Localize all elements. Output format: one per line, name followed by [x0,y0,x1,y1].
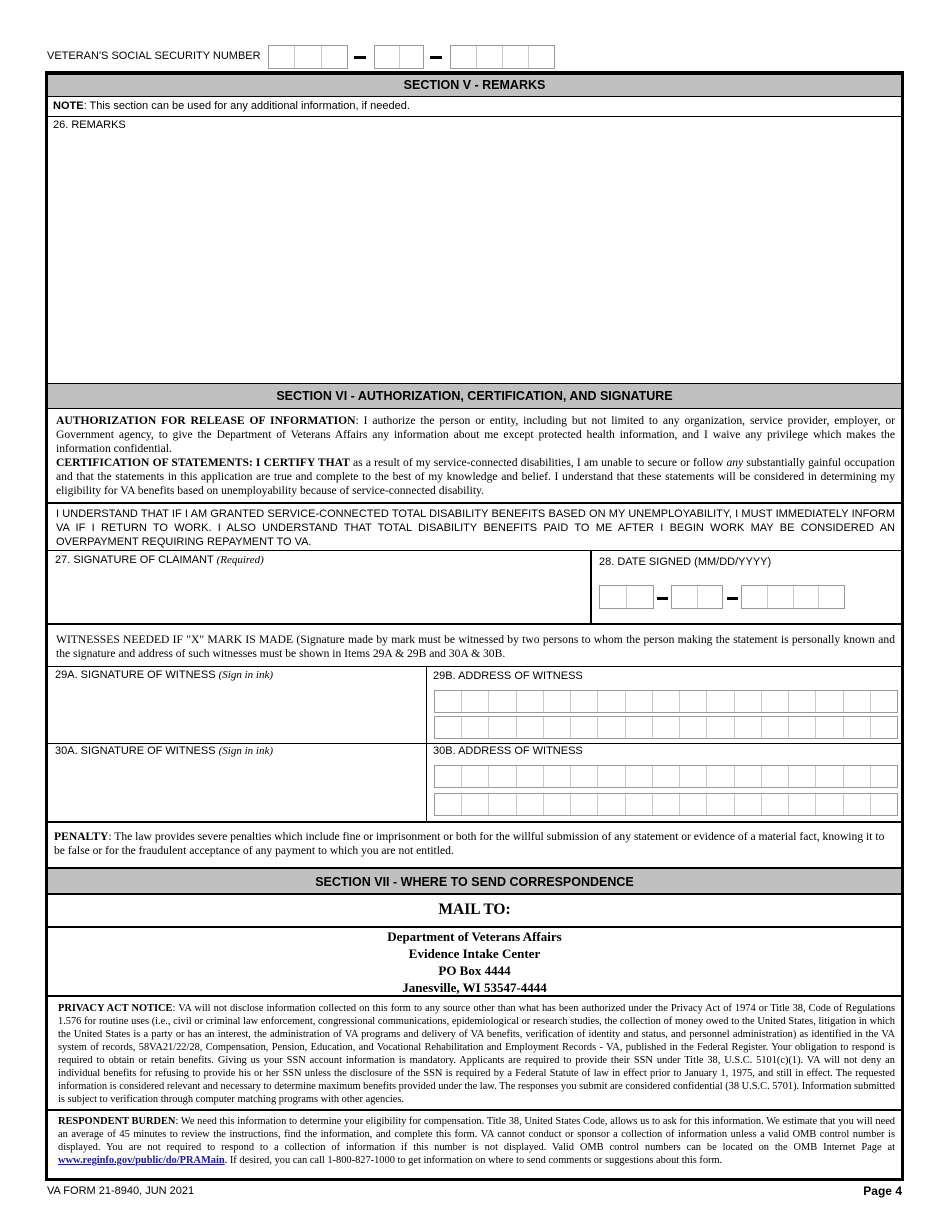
note-bold: NOTE [53,100,84,112]
witness-29b-label: 29B. ADDRESS OF WITNESS [433,670,583,682]
note-text: : This section can be used for any additional information, if needed. [83,100,410,112]
form-id: VA FORM 21-8940, JUN 2021 [47,1185,195,1197]
certification-bold: CERTIFICATION OF STATEMENTS: I CERTIFY THAT [56,456,350,469]
signature-claimant-label [55,554,264,566]
section-6-header [48,383,901,409]
witness-29b-address-row-1[interactable] [434,690,898,713]
signature-claimant-field[interactable] [54,570,584,620]
witness-30a-note: (Sign in ink) [218,745,273,757]
address-line-4: Janesville, WI 53547-4444 [402,980,547,995]
divider [48,1109,901,1111]
divider [48,666,901,667]
witness-30a-label-text: 30A. SIGNATURE OF WITNESS [55,745,219,757]
divider [48,743,901,744]
certification-text: as a result of my service-connected disabilities, I am unable to secure or follow [349,456,727,469]
witness-29a-label [55,669,273,681]
remarks-label: 26. REMARKS [53,119,126,131]
witness-30a-label [55,745,273,757]
address-line-1: Department of Veterans Affairs [387,929,562,944]
ssn-dash [354,56,366,59]
ssn-label: VETERAN'S SOCIAL SECURITY NUMBER [47,50,261,62]
penalty-paragraph [54,830,895,858]
divider [48,821,901,823]
burden-text: : We need this information to determine your eligibility for compensation. Title 38, United States Code, allows us to ask for this information. We estimate that you will need an average of 45 minutes to review the instructions, find the information, and complete this form. VA cannot conduct or sponsor a collection of information unless a valid OMB control number is displayed. You are not required to respond to a collection of information if this number is not displayed. Valid OMB control numbers can be located on the OMB Internet Page at [58,1116,895,1153]
section-5-note [53,100,410,112]
penalty-bold: PENALTY [54,830,109,843]
witness-30a-signature-field[interactable] [54,762,422,818]
address-line-3: PO Box 4444 [438,963,511,978]
certification-text-2: substantially gainful occupation and that the statements in this application are true and complete to the best of my knowledge and belief. I understand that these statements will be considered in determining my eligibility for VA benefits based on unemployability because of service-connected disability. [56,456,895,497]
divider [48,502,901,504]
privacy-act-notice [58,1002,895,1106]
section-6-title: SECTION VI - AUTHORIZATION, CERTIFICATION, AND SIGNATURE [276,389,673,403]
certification-italic: any [726,456,744,469]
remarks-input[interactable] [52,133,901,385]
witness-29a-signature-field[interactable] [54,686,422,740]
witness-30b-address-row-1[interactable] [434,765,898,788]
divider [48,550,901,551]
divider [48,995,901,997]
ssn-part3-input[interactable] [450,45,555,69]
privacy-text: : VA will not disclose information collected on this form to any source other than what has been authorized under the Privacy Act of 1974 or Title 38, Code of Regulations 1.576 for routine uses (i.e., civil or criminal law enforcement, congressional communications, epidemiological or research studies, the collection of money owed to the United States, litigation in which the United States is a party or has an interest, the administration of VA programs and delivery of VA benefits, verification of identity and status, and personnel administration) as identified in the VA system of records, 58VA21/22/28, Compensation, Pension, Education, and Vocational Rehabilitation and Employment Records - VA, published in the Federal Register. Your obligation to respond is required to obtain or retain benefits. Giving us your SSN account information is mandatory. Applicants are required to provide their SSN under Title 38, U.S.C. 5101(c)(1). VA will not deny an individual benefits for refusing to provide his or her SSN unless the disclosure of the SSN is required by a Federal Statute of law in effect prior to January 1, 1975, and still in effect. The requested information is considered relevant and necessary to determine maximum benefits provided under the law. The responses you submit are considered confidential (38 U.S.C. 5701). Information submitted is subject to verification through computer matching programs with other agencies. [58,1003,895,1105]
authorization-bold: AUTHORIZATION FOR RELEASE OF INFORMATION [56,414,356,427]
authorization-text: : I authorize the person or entity, including but not limited to any organization, service provider, employer, or Government agency, to give the Department of Veterans Affairs any information about me except protected health information, and I waive any privilege which makes the information confidential. [56,414,896,455]
burden-bold: RESPONDENT BURDEN [58,1116,176,1127]
witness-29b-address-row-2[interactable] [434,716,898,739]
respondent-burden [58,1115,895,1167]
witness-30b-label: 30B. ADDRESS OF WITNESS [433,745,583,757]
section-5-title: SECTION V - REMARKS [403,78,546,92]
divider [590,550,592,624]
divider [48,116,901,117]
authorization-paragraph [56,414,895,498]
signature-claimant-label-text: 27. SIGNATURE OF CLAIMANT [55,554,217,566]
page-number: Page 4 [863,1184,902,1198]
privacy-bold: PRIVACY ACT NOTICE [58,1003,173,1014]
penalty-text: : The law provides severe penalties which include fine or imprisonment or both for the willful submission of any statement or evidence of a material fact, knowing it to be false or for the fraudulent acceptance of any payment to which you are not entitled. [54,830,885,857]
section-7-title: SECTION VII - WHERE TO SEND CORRESPONDENCE [315,875,634,889]
witness-30b-address-row-2[interactable] [434,793,898,816]
mailing-address [48,928,901,996]
date-dash [657,597,668,600]
reginfo-link[interactable]: www.reginfo.gov/public/do/PRAMain [58,1155,225,1166]
understand-paragraph: I UNDERSTAND THAT IF I AM GRANTED SERVICE-CONNECTED TOTAL DISABILITY BENEFITS BASED ON MY UNEMPLOYABILITY, I MUST IMMEDIATELY INFORM VA IF I RETURN TO WORK. I ALSO UNDERSTAND THAT TOTAL DISABILITY BENEFITS PAID TO ME AFTER I BEGIN WORK MAY BE CONSIDERED AN OVERPAYMENT REQUIRING REPAYMENT TO VA. [56,508,895,548]
signature-claimant-note: (Required) [216,554,264,566]
address-line-2: Evidence Intake Center [408,946,541,961]
witness-29a-label-text: 29A. SIGNATURE OF WITNESS [55,669,219,681]
date-month-input[interactable] [599,585,654,609]
ssn-dash [430,56,442,59]
witness-29a-note: (Sign in ink) [218,669,273,681]
ssn-part1-input[interactable] [268,45,348,69]
ssn-part2-input[interactable] [374,45,424,69]
witness-paragraph: WITNESSES NEEDED IF "X" MARK IS MADE (Signature made by mark must be witnessed by two persons to whom the person making the statement is personally known and the signature and address of such witnesses must be shown in Items 29A & 29B and 30A & 30B. [56,633,895,660]
divider [48,623,901,625]
burden-text-2: . If desired, you can call 1-800-827-1000 to get information on where to send comments or suggestions about this form. [224,1155,723,1166]
mail-to-heading: MAIL TO: [438,901,511,918]
divider [426,666,427,822]
section-5-header [48,74,901,97]
date-signed-label: 28. DATE SIGNED (MM/DD/YYYY) [599,556,772,568]
date-dash [727,597,738,600]
date-year-input[interactable] [741,585,845,609]
section-7-header [48,867,901,895]
date-day-input[interactable] [671,585,723,609]
